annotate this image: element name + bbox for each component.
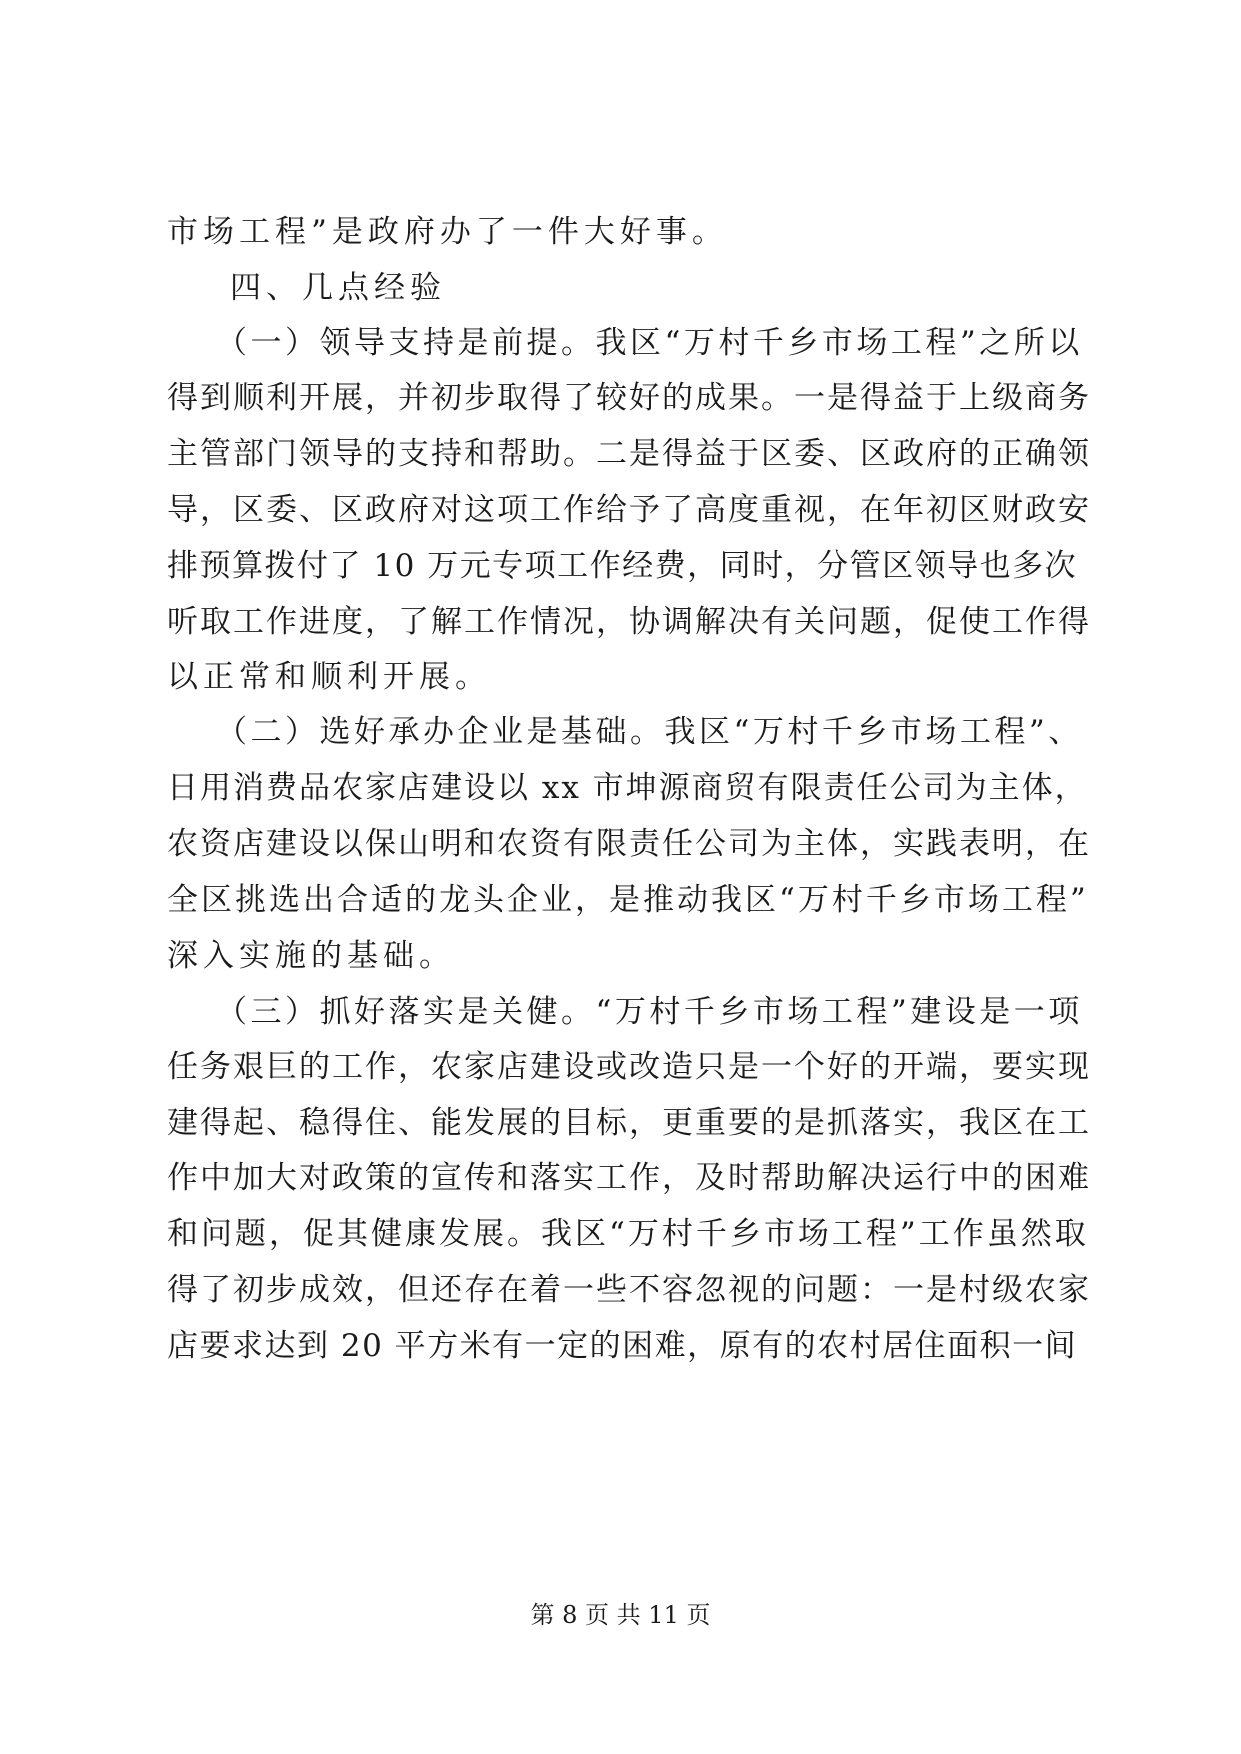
text-line: 和问题，促其健康发展。我区“万村千乡市场工程”工作虽然取 — [167, 1216, 1089, 1252]
text-line: 导，区委、区政府对这项工作给予了高度重视，在年初区财政安 — [167, 492, 1091, 528]
paragraph-start: （一）领导支持是前提。我区“万村千乡市场工程”之所以 — [216, 325, 1083, 361]
text-line: 作中加大对政策的宣传和落实工作，及时帮助解决运行中的困难 — [167, 1160, 1091, 1196]
paragraph-start: （二）选好承办企业是基础。我区“万村千乡市场工程”、 — [216, 714, 1083, 750]
text-line: 建得起、稳得住、能发展的目标，更重要的是抓落实，我区在工 — [167, 1105, 1091, 1141]
section-heading: 四、几点经验 — [230, 270, 446, 306]
page-footer: 第 8 页 共 11 页 — [530, 1601, 711, 1629]
text-line: 日用消费品农家店建设以 xx 市坤源商贸有限责任公司为主体， — [167, 770, 1088, 806]
text-line: 全区挑选出合适的龙头企业，是推动我区“万村千乡市场工程” — [167, 882, 1089, 918]
text-line: 市场工程”是政府办了一件大好事。 — [167, 214, 728, 250]
text-line: 得到顺利开展，并初步取得了较好的成果。一是得益于上级商务 — [167, 380, 1091, 416]
text-line: 听取工作进度，了解工作情况，协调解决有关问题，促使工作得 — [167, 604, 1091, 640]
text-line: 以正常和顺利开展。 — [167, 659, 491, 695]
text-line: 农资店建设以保山明和农资有限责任公司为主体，实践表明，在 — [167, 826, 1091, 862]
text-line: 深入实施的基础。 — [167, 938, 455, 974]
text-line: 排预算拨付了 10 万元专项工作经费，同时，分管区领导也多次 — [167, 548, 1078, 584]
text-line: 店要求达到 20 平方米有一定的困难，原有的农村居住面积一间 — [167, 1328, 1078, 1364]
text-line: 主管部门领导的支持和帮助。二是得益于区委、区政府的正确领 — [167, 436, 1091, 472]
text-line: 得了初步成效，但还存在着一些不容忽视的问题：一是村级农家 — [167, 1272, 1091, 1308]
paragraph-start: （三）抓好落实是关健。“万村千乡市场工程”建设是一项 — [216, 994, 1083, 1030]
text-line: 任务艰巨的工作，农家店建设或改造只是一个好的开端，要实现 — [167, 1049, 1091, 1085]
